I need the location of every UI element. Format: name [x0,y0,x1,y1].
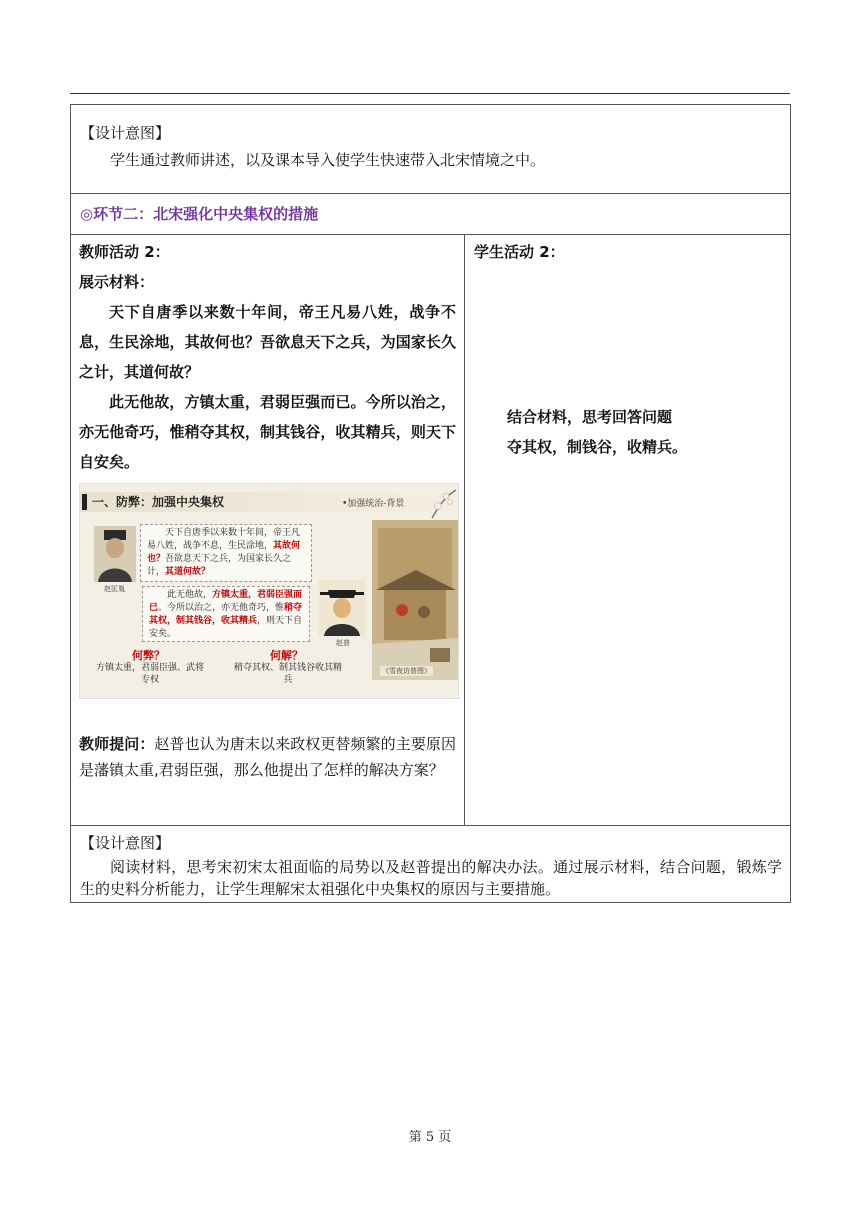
painting-image-icon [372,520,458,680]
slide-quote-box-1 [140,524,312,582]
design-intent-heading-2: 【设计意图】 [80,834,171,852]
plum-blossom-icon [420,486,456,522]
page-number: 第 5 页 [408,1130,452,1145]
student-activity-text [507,402,790,462]
slide-subtitle: •加强统治-背景 [342,499,405,509]
activity-row [71,235,791,826]
student-activity-label: 学生活动 2： [474,243,565,261]
why-label: 何弊？ [132,649,165,662]
stage-title: ◎环节二：北宋强化中央集权的措施 [80,205,319,223]
teacher-question-text: 赵普也认为唐末以来政权更替频繁的主要原因是藩镇太重,君弱臣强，那么他提出了怎样的解决方案？ [79,735,456,779]
quote2-red-a: 方镇太重，君弱臣强而已 [149,590,303,613]
zhao-kuangyin-portrait-icon [94,526,136,582]
design-intent-row-2 [71,826,791,903]
solve-label: 何解？ [270,649,303,662]
material-paragraph-2: 此无他故，方镇太重，君弱臣强而已。今所以治之，亦无他奇巧，惟稍夺其权，制其钱谷，收其精兵，则天下自安矣。 [79,393,456,471]
quote1-red-b: 其道何故？ [165,567,211,577]
student-line-1: 结合材料，思考回答问题 [507,408,673,426]
portrait-1-caption: 赵匡胤 [104,585,125,593]
stage-row [71,194,791,235]
slide-title-marker [82,494,87,510]
design-intent-text: 学生通过教师讲述，以及课本导入使学生快速带入北宋情境之中。 [110,151,546,169]
teacher-question [79,731,456,783]
zhao-pu-portrait-icon [318,580,366,636]
quote1-red-a: 其故何也？ [147,541,301,564]
portrait-2-caption: 赵普 [336,639,350,647]
slide-title: 一、防弊：加强中央集权 [92,495,225,509]
design-intent-cell-1 [71,105,791,194]
solve-text: 稍夺其权、制其钱谷收其精兵 [233,663,342,685]
design-intent-text-2: 阅读材料，思考宋初宋太祖面临的局势以及赵普提出的解决办法。通过展示材料，结合问题，锻炼学生的史料分析能力，让学生理解宋太祖强化中央集权的原因与主要措施。 [80,858,783,898]
quote2-text-a: 此无他故， [167,590,213,600]
painting-caption: 《雪夜访普图》 [382,667,431,675]
slide-quote-box-2 [142,586,310,642]
quote1-text-b: 吾欲息天下之兵，为国家长久之计， [147,554,292,577]
material-label: 展示材料： [79,273,155,291]
design-intent-row-1 [71,105,791,194]
quote1-text-a: 天下自唐季以来数十年间，帝王凡易八姓，战争不息，生民涂地， [147,528,301,551]
header-rule [70,93,790,94]
teacher-activity-label: 教师活动 2： [79,243,170,261]
design-intent-cell-2 [71,826,791,903]
stage-cell [71,194,791,235]
quote2-text-c: ，则天下自安矣。 [149,616,303,639]
material-paragraph-1: 天下自唐季以来数十年间，帝王凡易八姓，战争不息，生民涂地，其故何也？吾欲息天下之兵，为国家长久之计，其道何故？ [79,303,456,381]
student-line-2: 夺其权，制钱谷，收精兵。 [507,438,688,456]
student-activity-cell [465,235,791,826]
quote2-red-b: 稍夺其权，制其钱谷，收其精兵 [149,603,303,626]
slide-image [79,483,459,699]
quote2-text-b: 。今所以治之，亦无他奇巧，惟 [158,603,285,613]
teacher-activity-cell [71,235,465,826]
lesson-plan-table [70,104,791,903]
teacher-question-label: 教师提问： [79,735,155,753]
why-text: 方镇太重，君弱臣强、武将专权 [95,663,204,685]
design-intent-heading: 【设计意图】 [80,124,171,142]
